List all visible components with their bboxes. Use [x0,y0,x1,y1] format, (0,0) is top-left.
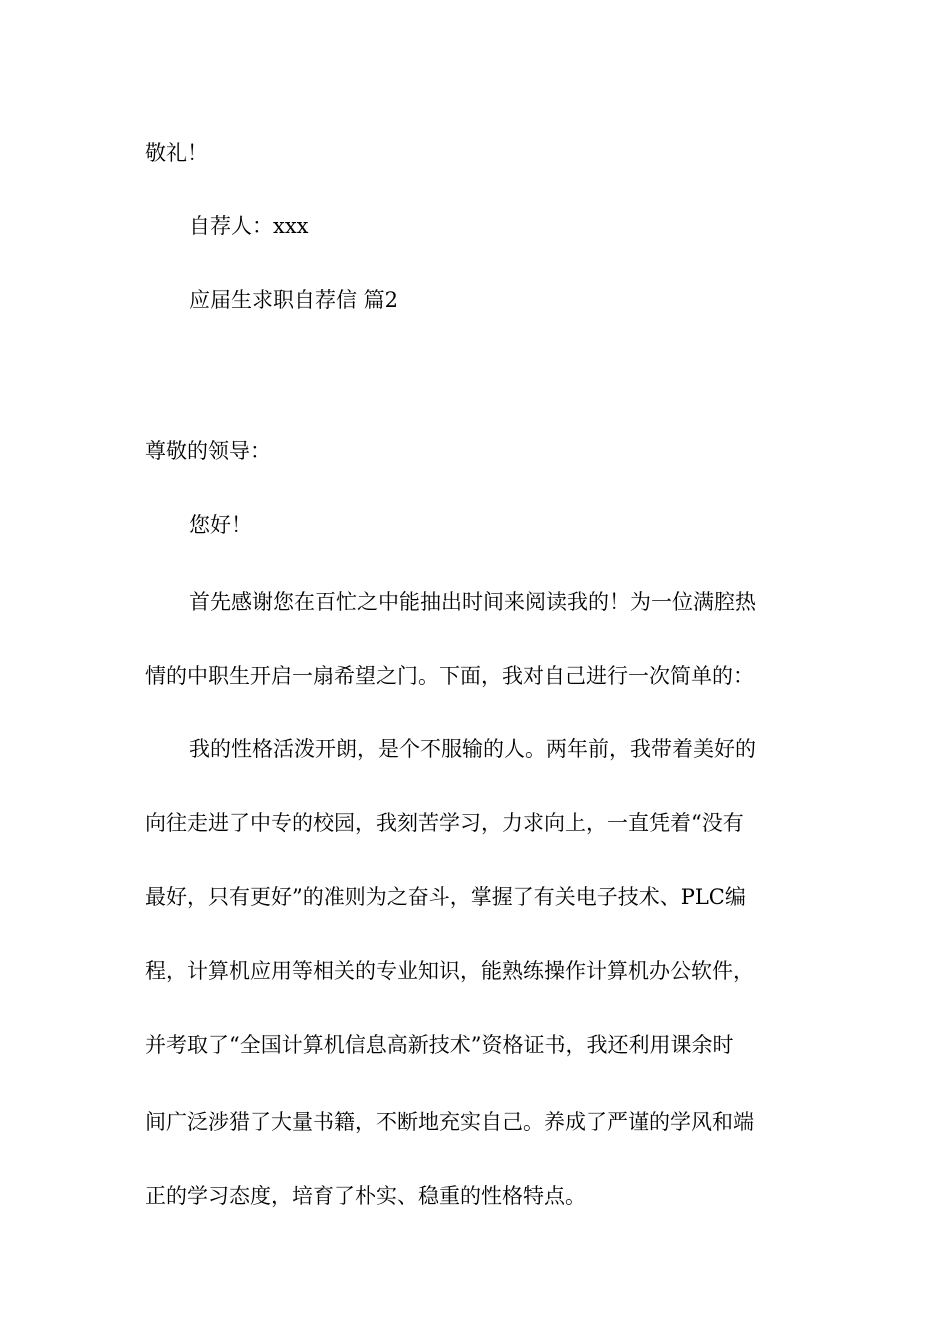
paragraph-line: 情的中职生开启一扇希望之门。下面，我对自己进行一次简单的： [145,664,754,688]
salutation-line: 尊敬的领导： [145,439,271,463]
paragraph-line: 向往走进了中专的校园，我刻苦学习，力求向上，一直凭着“没有 [145,811,744,835]
paragraph-line: 并考取了“全国计算机信息高新技术”资格证书，我还利用课余时 [145,1033,734,1057]
paragraph-line: 间广泛涉猎了大量书籍，不断地充实自己。养成了严谨的学风和端 [145,1110,754,1134]
signature-line: 自荐人：xxx [189,214,309,238]
paragraph-line: 正的学习态度，培育了朴实、稳重的性格特点。 [145,1184,586,1208]
paragraph-line: 首先感谢您在百忙之中能抽出时间来阅读我的！为一位满腔热 [189,590,756,614]
section-title: 应届生求职自荐信 篇2 [189,288,399,312]
closing-line: 敬礼！ [145,141,208,165]
paragraph-line: 最好，只有更好”的准则为之奋斗，掌握了有关电子技术、PLC编 [145,885,746,909]
greeting-line: 您好！ [189,513,252,537]
paragraph-line: 程，计算机应用等相关的专业知识，能熟练操作计算机办公软件， [145,959,754,983]
paragraph-line: 我的性格活泼开朗，是个不服输的人。两年前，我带着美好的 [189,737,756,761]
